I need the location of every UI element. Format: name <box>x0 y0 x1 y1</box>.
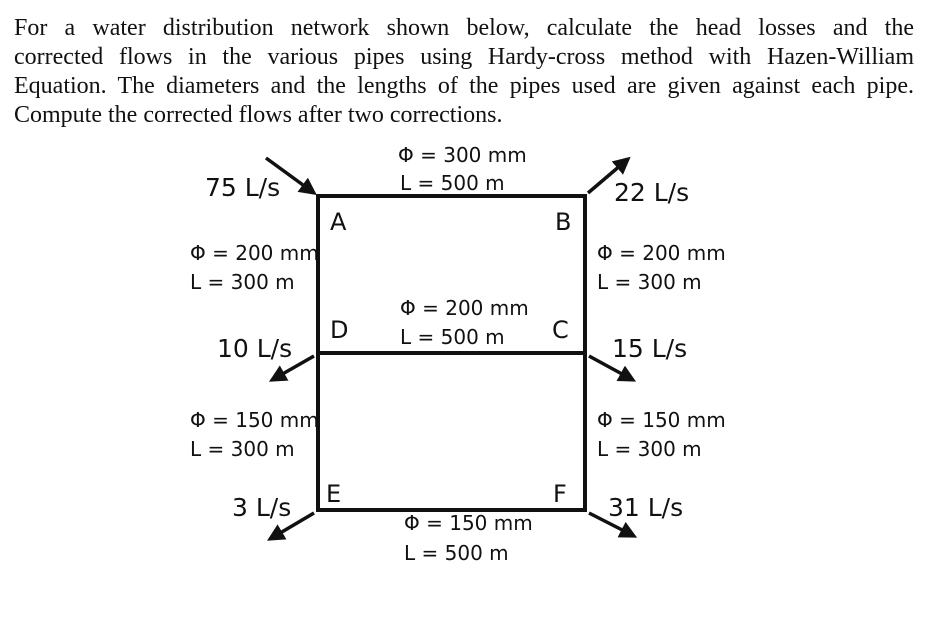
flow-label-d: 10 L/s <box>217 334 293 363</box>
problem-line-3: Equation. The diameters and the lengths of the pipes used are given against each pipe. <box>14 73 914 99</box>
node-label-b: B <box>555 208 572 236</box>
pipe-bc-length: L = 300 m <box>597 270 702 294</box>
pipe-dc-diameter: Φ = 200 mm <box>400 296 529 320</box>
flow-label-f: 31 L/s <box>608 493 684 522</box>
pipe-ad-length: L = 300 m <box>190 270 295 294</box>
pipe-ab-length: L = 500 m <box>400 171 505 195</box>
pipe-dc-length: L = 500 m <box>400 325 505 349</box>
pipe-ef-diameter: Φ = 150 mm <box>404 511 533 535</box>
pipe-cf-diameter: Φ = 150 mm <box>597 408 726 432</box>
pipe-de-length: L = 300 m <box>190 437 295 461</box>
problem-line-2: corrected flows in the various pipes using Hardy-cross method with Hazen-William <box>14 44 914 70</box>
pipe-de-diameter: Φ = 150 mm <box>190 408 319 432</box>
problem-line-4: Compute the corrected flows after two corrections. <box>14 102 503 128</box>
flow-label-a: 75 L/s <box>205 173 281 202</box>
flow-label-e: 3 L/s <box>232 493 292 522</box>
flow-label-b: 22 L/s <box>614 178 690 207</box>
pipe-ad-diameter: Φ = 200 mm <box>190 241 319 265</box>
pipe-ef-length: L = 500 m <box>404 541 509 565</box>
node-label-d: D <box>330 316 349 344</box>
problem-line-1: For a water distribution network shown below, calculate the head losses and the <box>14 15 914 41</box>
flow-label-c: 15 L/s <box>612 334 688 363</box>
node-label-c: C <box>552 316 569 344</box>
pipe-cf-length: L = 300 m <box>597 437 702 461</box>
node-label-e: E <box>326 480 342 508</box>
pipe-ab-diameter: Φ = 300 mm <box>398 143 527 167</box>
node-label-f: F <box>553 480 567 508</box>
node-label-a: A <box>330 208 347 236</box>
pipe-bc-diameter: Φ = 200 mm <box>597 241 726 265</box>
